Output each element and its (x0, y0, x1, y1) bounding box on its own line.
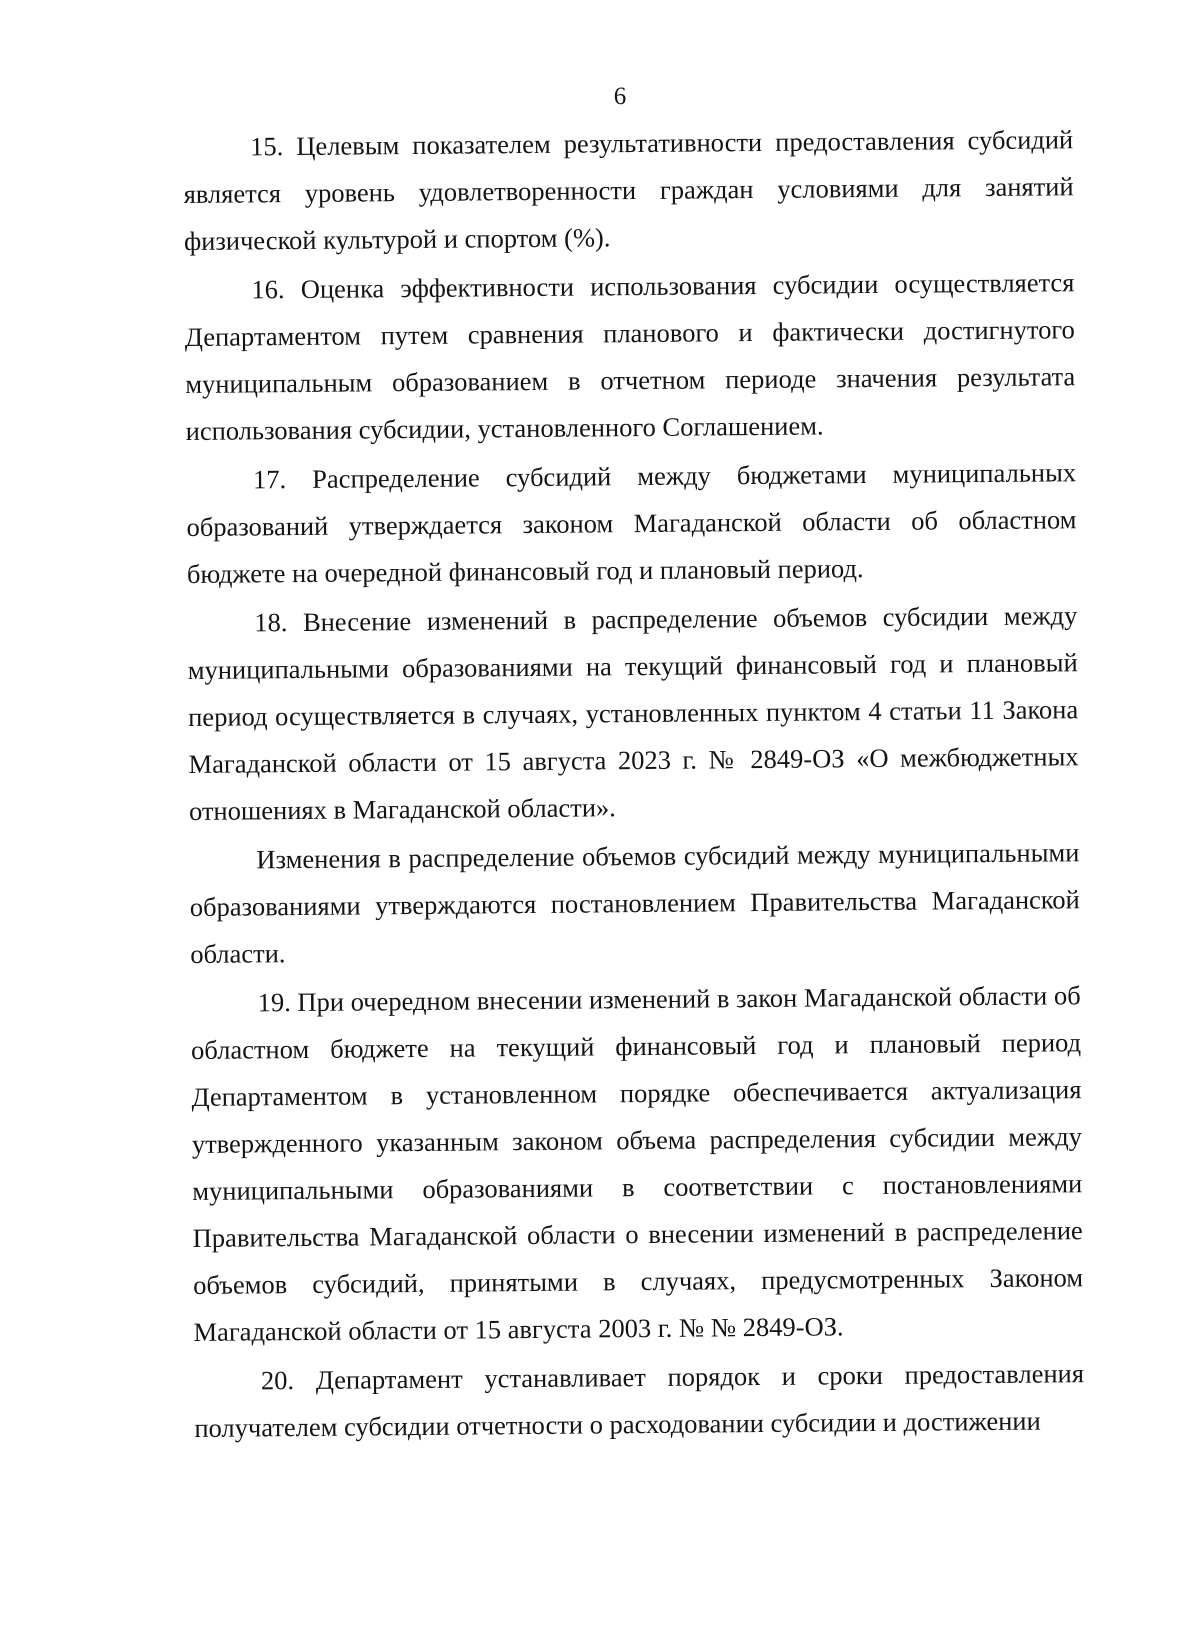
paragraph-19: 19. При очередном внесении изменений в закон Магаданской области об областном бюджете на текущий финансовый год и плановый период Департаментом в установленном порядке обеспечивается актуализация утвержденного указанным законом объема распределения субсидии между муниципальными образованиями в соответствии с постановлениями Правительства Магаданской области о внесении изменений в распределение объемов субсидий, принятыми в случаях, предусмотренных Законом Магаданской области от 15 августа 2003 г. № № 2849-ОЗ. (190, 980, 1084, 1347)
paragraph-18-continuation: Изменения в распределение объемов субсидий между муниципальными образованиями утверждаются постановлением Правительства Магаданской области. (189, 837, 1080, 969)
paragraph-15: 15. Целевым показателем результативности предоставления субсидий является уровень удовлетворенности граждан условиями для занятий физической культурой и спортом (%). (183, 124, 1074, 256)
document-body (183, 116, 1085, 1452)
paragraph-16: 16. Оценка эффективности использования субсидии осуществляется Департаментом путем сравнения планового и фактически достигнутого муниципальным образованием в отчетном периоде значения результата использования субсидии, установленного Соглашением. (184, 267, 1076, 446)
paragraph-20: 20. Департамент устанавливает порядок и сроки предоставления получателем субсидии отчетности о расходовании субсидии и достижении (194, 1358, 1085, 1443)
page-number: 6 (613, 83, 627, 110)
paragraph-18: 18. Внесение изменений в распределение объемов субсидии между муниципальными образованиями на текущий финансовый год и плановый период осуществляется в случаях, установленных пунктом 4 статьи 11 Закона Магаданской области от 15 августа 2023 г. № 2849-ОЗ «О межбюджетных отношениях в Магаданской области». (187, 600, 1079, 826)
paragraph-17: 17. Распределение субсидий между бюджетами муниципальных образований утверждается законом Магаданской области об областном бюджете на очередной финансовый год и плановый период. (186, 457, 1077, 589)
